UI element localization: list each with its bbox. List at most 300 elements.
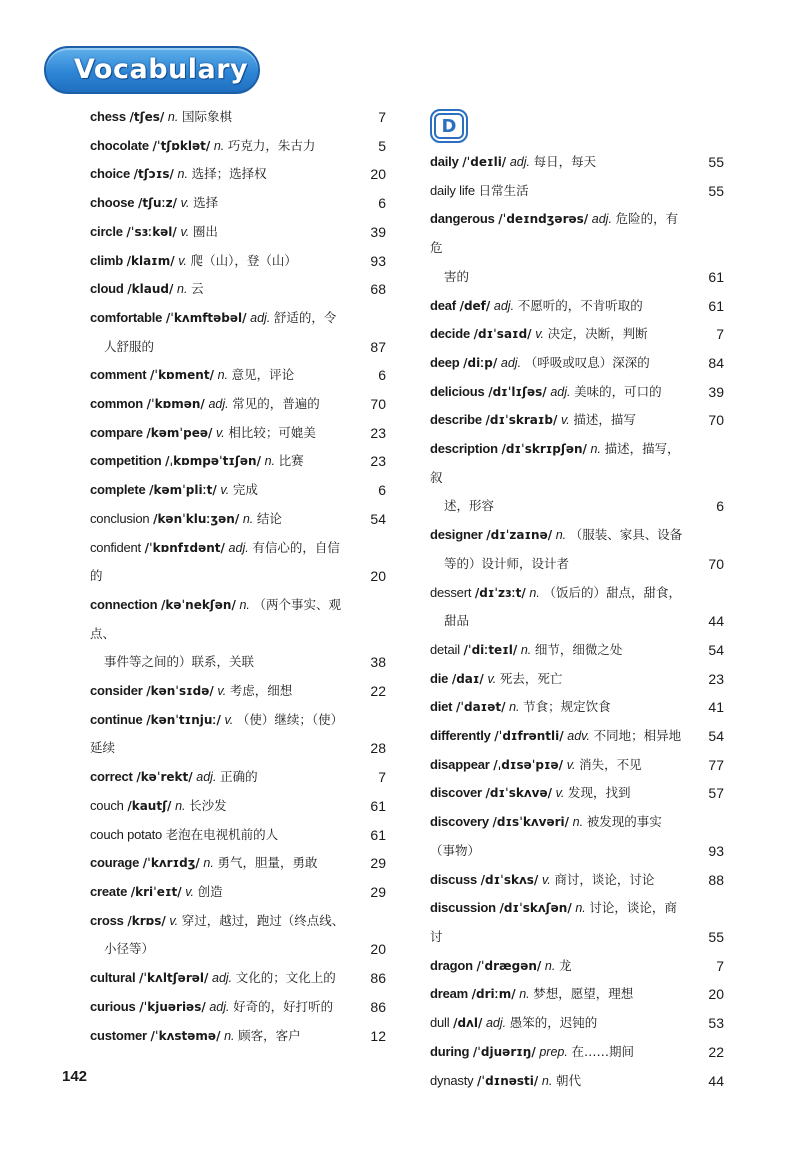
entry-page-ref: 86	[370, 970, 386, 987]
entry-part-of-speech: v.	[220, 483, 230, 498]
entry-text	[430, 1067, 694, 1096]
vocab-entry	[90, 993, 386, 1022]
vocab-entry	[90, 677, 386, 706]
entry-text	[430, 980, 694, 1009]
entry-phonetic: /tʃes/	[129, 110, 165, 124]
entry-text	[90, 993, 356, 1022]
vocab-entry	[430, 980, 724, 1009]
vocabulary-banner	[44, 46, 260, 94]
entry-part-of-speech: n.	[177, 282, 188, 297]
vocab-entry	[90, 792, 386, 821]
entry-meaning: 常见的，普遍的	[232, 396, 320, 412]
entry-meaning: （饭后的）甜点，甜食，	[543, 584, 681, 600]
entry-word: courage	[90, 855, 140, 871]
entry-phonetic: /ˈsɜːkəl/	[126, 224, 177, 239]
vocab-entry	[90, 218, 386, 247]
entry-meaning: 每日，每天	[533, 154, 597, 169]
entry-part-of-speech: n.	[555, 528, 567, 543]
entry-phonetic: /ˈkʌstəmə/	[150, 1028, 221, 1043]
entry-part-of-speech: adj.	[208, 397, 229, 412]
entry-phonetic: /kəmˈpliːt/	[149, 483, 217, 498]
entry-page-ref: 6	[716, 498, 724, 515]
entry-word: dynasty	[430, 1072, 474, 1088]
entry-phonetic: /kənˈkluːʒən/	[153, 511, 240, 526]
entry-meaning: 穿过，越过，跑过（终点线、	[181, 912, 345, 928]
entry-meaning: （两个事实、观点、	[90, 596, 342, 641]
entry-phonetic: /ˌkɒmpəˈtɪʃən/	[165, 454, 261, 469]
entry-text	[430, 636, 694, 665]
entry-part-of-speech: n.	[509, 700, 520, 715]
entry-part-of-speech: n.	[217, 368, 229, 383]
entry-page-ref: 5	[378, 137, 386, 154]
entry-meaning: 结论	[256, 510, 282, 526]
entry-part-of-speech: v.	[541, 872, 551, 887]
entry-text	[90, 792, 356, 821]
vocab-entry	[430, 435, 724, 521]
entry-phonetic: /ˈkʌrɪdʒ/	[142, 856, 200, 871]
entry-phonetic: /ˈdɪfrəntli/	[494, 729, 564, 744]
entry-meaning: 被发现的事实（事物）	[430, 814, 662, 858]
entry-text	[430, 177, 694, 206]
entry-page-ref: 55	[708, 154, 724, 170]
vocab-entry	[90, 132, 386, 161]
entry-word: comfortable	[90, 309, 163, 325]
entry-page-ref: 39	[370, 223, 386, 240]
entry-part-of-speech: n.	[590, 442, 601, 457]
entry-text	[90, 907, 356, 964]
entry-meaning: 讨论，谈论，商讨	[430, 900, 677, 944]
entry-page-ref: 23	[708, 670, 724, 687]
vocab-entry	[430, 779, 724, 808]
vocab-entry	[430, 693, 724, 722]
entry-text	[90, 591, 356, 677]
entry-part-of-speech: adj.	[550, 384, 571, 399]
entry-meaning: 决定，决断，判断	[547, 326, 648, 342]
vocab-entry	[90, 390, 386, 419]
entry-meaning: 在……期间	[571, 1043, 634, 1059]
entry-text	[430, 693, 694, 722]
entry-phonetic: /def/	[459, 298, 491, 313]
entry-part-of-speech: v.	[215, 425, 225, 440]
entry-phonetic: /ˈdiːteɪl/	[463, 642, 518, 657]
entry-part-of-speech: adj.	[250, 310, 271, 325]
entry-text	[430, 579, 694, 636]
entry-page-ref: 61	[370, 797, 386, 814]
entry-word: daily	[430, 154, 459, 169]
entry-phonetic: /kənˈtɪnjuː/	[146, 712, 221, 727]
vocab-entry	[90, 591, 386, 677]
entry-phonetic: /dɪˈsaɪd/	[473, 327, 532, 342]
entry-part-of-speech: n.	[264, 454, 276, 469]
entry-word: description	[430, 441, 498, 457]
entry-word: differently	[430, 728, 491, 744]
vocab-entry	[430, 751, 724, 780]
entry-page-ref: 54	[708, 641, 724, 658]
entry-part-of-speech: n.	[203, 856, 214, 871]
vocab-entry	[430, 378, 724, 407]
entry-phonetic: /driːm/	[471, 987, 516, 1002]
entry-phonetic: /dɪˈskrɪpʃən/	[501, 442, 587, 457]
entry-phonetic: /kautʃ/	[127, 798, 172, 813]
entry-meaning: 描述，描写，叙	[430, 441, 680, 485]
entry-word: chocolate	[90, 137, 149, 153]
entry-part-of-speech: adj.	[509, 155, 530, 169]
entry-page-ref: 44	[708, 1072, 724, 1089]
entry-word: dessert	[430, 584, 472, 600]
entry-text	[430, 866, 694, 895]
entry-phonetic: /klaɪm/	[126, 253, 175, 268]
entry-word: dragon	[430, 957, 473, 973]
entry-meaning: 美味的，可口的	[574, 383, 662, 399]
entry-page-ref: 57	[708, 785, 724, 802]
entry-text	[90, 275, 356, 304]
entry-part-of-speech: adv.	[567, 729, 590, 744]
vocab-entry	[430, 292, 724, 321]
entry-page-ref: 77	[708, 756, 724, 773]
entry-text	[90, 505, 356, 534]
entry-meaning: 舒适的，令	[273, 309, 337, 325]
entry-word: during	[430, 1043, 470, 1059]
section-letter: D	[441, 115, 457, 137]
entry-text	[90, 447, 356, 476]
entry-text	[90, 534, 356, 591]
entry-phonetic: /dɪˈzɜːt/	[474, 585, 526, 600]
entry-word: continue	[90, 711, 143, 727]
entry-meaning: 考虑，细想	[229, 683, 293, 699]
entry-part-of-speech: n.	[177, 167, 188, 182]
entry-text	[90, 189, 356, 218]
entry-phonetic: /dɪˈzaɪnə/	[486, 528, 553, 543]
entry-text	[90, 304, 356, 361]
entry-part-of-speech: n.	[541, 1073, 553, 1088]
entry-meaning: 发现，找到	[568, 785, 631, 801]
entry-meaning-continued: 事件等之间的）联系，关联	[104, 654, 255, 670]
entry-page-ref: 44	[708, 613, 724, 630]
entry-text	[430, 378, 694, 407]
entry-meaning: 意见，评论	[231, 367, 295, 383]
entry-word: cross	[90, 912, 124, 928]
entry-word: choose	[90, 195, 135, 211]
vocab-entry	[430, 1009, 724, 1038]
entry-word: detail	[430, 641, 460, 657]
entry-part-of-speech: n.	[520, 642, 532, 657]
entry-meaning: 老泡在电视机前的人	[165, 826, 279, 842]
entry-part-of-speech: v.	[560, 413, 570, 428]
entry-word: die	[430, 670, 449, 686]
entry-word: competition	[90, 453, 162, 469]
entry-word: correct	[90, 769, 133, 785]
entry-word: designer	[430, 527, 483, 543]
entry-meaning: 不愿听的，不肯听取的	[517, 297, 643, 313]
vocab-entry	[430, 636, 724, 665]
entry-meaning: 日常生活	[478, 182, 529, 198]
vocab-entry	[90, 1022, 386, 1051]
entry-phonetic: /ˈdaɪət/	[455, 700, 506, 715]
entry-text	[90, 849, 356, 878]
entry-part-of-speech: n.	[519, 987, 530, 1002]
entry-phonetic: /daɪ/	[451, 671, 484, 686]
entry-text	[90, 878, 356, 907]
entry-phonetic: /kəˈnekʃən/	[160, 597, 236, 612]
entry-meaning: 好奇的，好打听的	[233, 998, 334, 1014]
entry-meaning: 危险的，有危	[430, 211, 679, 256]
entry-word: diet	[430, 699, 453, 715]
entry-meaning-continued: 人舒服的	[104, 338, 155, 354]
entry-meaning: 云	[191, 281, 204, 297]
entry-part-of-speech: n.	[167, 110, 179, 124]
entry-meaning: 顾客，客户	[238, 1027, 301, 1043]
entry-phonetic: /dɪsˈkʌvəri/	[492, 815, 570, 830]
vocab-entry	[90, 706, 386, 763]
entry-text	[90, 476, 356, 505]
entry-text	[90, 390, 356, 419]
entry-meaning: 正确的	[220, 769, 258, 785]
vocab-entry	[430, 148, 724, 177]
entry-page-ref: 20	[708, 986, 724, 1003]
vocab-entry	[430, 722, 724, 751]
entry-phonetic: /ˈdeɪndʒərəs/	[498, 212, 589, 227]
entry-page-ref: 7	[378, 109, 386, 125]
entry-meaning: 比赛	[278, 453, 304, 469]
entry-word: chess	[90, 109, 126, 124]
entry-meaning: 完成	[232, 482, 258, 498]
entry-page-ref: 20	[370, 166, 386, 183]
entry-text	[90, 132, 356, 161]
entry-part-of-speech: adj.	[591, 212, 612, 227]
vocab-entry	[90, 160, 386, 189]
entry-word: discussion	[430, 900, 496, 916]
entry-part-of-speech: v.	[555, 786, 565, 801]
entry-page-ref: 23	[370, 424, 386, 441]
entry-part-of-speech: adj.	[228, 540, 249, 555]
vocab-entry	[430, 406, 724, 435]
vocab-entry	[90, 419, 386, 448]
entry-page-ref: 68	[370, 281, 386, 298]
entry-page-ref: 61	[708, 297, 724, 314]
entry-page-ref: 55	[708, 182, 724, 199]
entry-page-ref: 87	[370, 338, 386, 355]
entry-text	[430, 435, 694, 521]
entry-part-of-speech: n.	[544, 958, 556, 973]
entry-meaning: 选择；选择权	[191, 166, 267, 182]
entry-page-ref: 70	[370, 396, 386, 413]
entry-phonetic: /ˈkjuəriəs/	[139, 999, 206, 1014]
vocab-entry	[90, 304, 386, 361]
entry-page-ref: 7	[716, 326, 724, 343]
right-column	[430, 103, 724, 1095]
entry-part-of-speech: adj.	[485, 1016, 507, 1031]
vocab-entry	[90, 907, 386, 964]
entry-part-of-speech: n.	[529, 585, 540, 600]
entry-part-of-speech: v.	[178, 253, 188, 268]
entry-page-ref: 88	[708, 871, 724, 888]
entry-phonetic: /ˈkɒnfɪdənt/	[144, 540, 225, 555]
entry-meaning: 圈出	[192, 223, 218, 239]
entry-word: discuss	[430, 871, 478, 887]
entry-text	[430, 320, 694, 349]
entry-part-of-speech: adj.	[196, 770, 217, 785]
entry-page-ref: 29	[370, 883, 386, 900]
entry-phonetic: /ˈkʌmftəbəl/	[165, 310, 247, 325]
vocab-entry	[430, 866, 724, 895]
entry-word: connection	[90, 596, 158, 612]
entry-meaning-continued: 述，形容	[444, 498, 495, 514]
vocab-entry	[430, 952, 724, 981]
entry-part-of-speech: v.	[180, 224, 190, 239]
entry-word: customer	[90, 1027, 147, 1043]
entry-word: conclusion	[90, 510, 150, 526]
entry-page-ref: 70	[708, 412, 724, 429]
entry-word: deep	[430, 354, 460, 370]
entry-text	[430, 349, 694, 378]
entry-page-ref: 28	[370, 740, 386, 757]
entry-word: curious	[90, 998, 136, 1014]
entry-part-of-speech: n.	[224, 1028, 235, 1043]
entry-phonetic: /kriˈeɪt/	[130, 884, 182, 899]
entry-text	[90, 361, 356, 390]
entry-text	[430, 205, 694, 291]
entry-text	[430, 521, 694, 578]
entry-text	[430, 1009, 694, 1038]
entry-word: disappear	[430, 756, 490, 772]
entry-phonetic: /ˌdɪsəˈpɪə/	[493, 757, 564, 772]
entry-word: dangerous	[430, 211, 495, 227]
entry-part-of-speech: adj.	[493, 298, 515, 313]
entry-page-ref: 39	[708, 383, 724, 400]
page-title: Vocabulary	[74, 54, 249, 85]
vocab-entry	[90, 361, 386, 390]
section-letter-badge	[430, 109, 468, 143]
entry-part-of-speech: n.	[242, 511, 254, 526]
entry-part-of-speech: n.	[575, 901, 586, 916]
entry-meaning: 细节，细微之处	[534, 641, 623, 657]
entry-word: discovery	[430, 814, 489, 830]
entry-meaning: 巧克力，朱古力	[227, 137, 316, 153]
entry-phonetic: /klaud/	[127, 282, 174, 297]
entry-word: create	[90, 883, 128, 899]
entry-part-of-speech: adj.	[209, 999, 230, 1014]
entry-text	[90, 964, 356, 993]
entry-word: confident	[90, 539, 141, 555]
entry-meaning: 商讨，谈论，讨论	[554, 871, 655, 887]
entry-phonetic: /ˈdeɪli/	[462, 155, 507, 169]
vocab-entry	[90, 476, 386, 505]
entry-text	[90, 763, 356, 792]
entry-word: comment	[90, 367, 147, 383]
entry-text	[90, 247, 356, 276]
entry-phonetic: /ˈkɒmən/	[146, 397, 205, 412]
entry-part-of-speech: v.	[487, 671, 497, 686]
entry-word: choice	[90, 166, 130, 182]
entry-word: dull	[430, 1015, 450, 1031]
entry-phonetic: /ˈdjuərɪŋ/	[472, 1044, 536, 1059]
vocab-entry	[90, 103, 386, 132]
entry-phonetic: /ˈdɪnəsti/	[477, 1073, 539, 1088]
vocab-entry	[90, 534, 386, 591]
vocab-entry	[90, 849, 386, 878]
entry-meaning: 愚笨的，迟钝的	[509, 1015, 598, 1031]
entry-page-ref: 54	[708, 728, 724, 745]
entry-meaning: （服装、家具、设备	[569, 527, 683, 543]
page-number: 142	[62, 1068, 88, 1085]
entry-page-ref: 93	[708, 842, 724, 859]
entry-phonetic: /dɪˈskʌʃən/	[499, 901, 572, 916]
entry-meaning: （使）继续；（使）延续	[90, 711, 344, 756]
entry-text	[90, 821, 356, 850]
entry-word: discover	[430, 785, 482, 801]
entry-meaning: 长沙发	[189, 797, 227, 813]
entry-word: decide	[430, 326, 470, 342]
vocab-entry	[430, 177, 724, 206]
entry-page-ref: 38	[370, 654, 386, 671]
entry-phonetic: /ˈkɒment/	[150, 368, 214, 383]
left-column	[90, 103, 386, 1050]
entry-phonetic: /tʃuːz/	[137, 196, 178, 211]
entry-text	[430, 292, 694, 321]
entry-text	[90, 419, 356, 448]
entry-part-of-speech: prep.	[539, 1044, 568, 1059]
entry-word: describe	[430, 412, 482, 428]
entry-phonetic: /kənˈsɪdə/	[146, 684, 214, 699]
entry-meaning: （呼吸或叹息）深深的	[524, 354, 650, 370]
entry-page-ref: 20	[370, 568, 386, 585]
entry-page-ref: 6	[378, 482, 386, 499]
entry-phonetic: /dɪˈskraɪb/	[485, 413, 558, 428]
entry-text	[430, 894, 694, 951]
vocab-entry	[90, 763, 386, 792]
entry-meaning: 有信心的，自信的	[90, 539, 340, 584]
entry-page-ref: 70	[708, 555, 724, 572]
entry-page-ref: 6	[378, 367, 386, 384]
entry-word: compare	[90, 424, 143, 440]
entry-part-of-speech: adj.	[500, 355, 522, 370]
entry-text	[430, 751, 694, 780]
entry-meaning: 创造	[197, 883, 223, 899]
entry-page-ref: 86	[370, 998, 386, 1015]
entry-phonetic: /ˈtʃɒklət/	[152, 138, 211, 153]
entry-part-of-speech: v.	[224, 712, 234, 727]
entry-page-ref: 6	[378, 195, 386, 212]
entry-meaning-continued: 小径等）	[104, 941, 155, 957]
entry-part-of-speech: v.	[180, 196, 190, 211]
entry-text	[90, 706, 356, 763]
vocab-entry	[90, 447, 386, 476]
entry-page-ref: 12	[370, 1027, 386, 1044]
vocab-entry	[430, 205, 724, 291]
entry-text	[90, 218, 356, 247]
entry-phonetic: /dʌl/	[453, 1016, 483, 1031]
vocab-entry	[90, 275, 386, 304]
vocab-entry	[430, 808, 724, 865]
entry-phonetic: /kəmˈpeə/	[146, 425, 213, 440]
entry-part-of-speech: n.	[572, 815, 584, 830]
entry-page-ref: 53	[708, 1015, 724, 1032]
entry-part-of-speech: v.	[185, 884, 195, 899]
entry-meaning: 相比较；可媲美	[228, 424, 316, 440]
entry-word: daily life	[430, 182, 475, 198]
entry-word: climb	[90, 252, 123, 268]
entry-meaning: 节食；规定饮食	[523, 699, 611, 715]
entry-word: cultural	[90, 970, 136, 986]
entry-phonetic: /diːp/	[463, 355, 498, 370]
entry-meaning: 描述，描写	[573, 412, 636, 428]
entry-part-of-speech: n.	[175, 798, 186, 813]
entry-part-of-speech: n.	[239, 597, 250, 612]
entry-page-ref: 22	[370, 683, 386, 700]
entry-page-ref: 22	[708, 1043, 724, 1060]
entry-page-ref: 61	[370, 826, 386, 843]
entry-word: consider	[90, 683, 143, 699]
